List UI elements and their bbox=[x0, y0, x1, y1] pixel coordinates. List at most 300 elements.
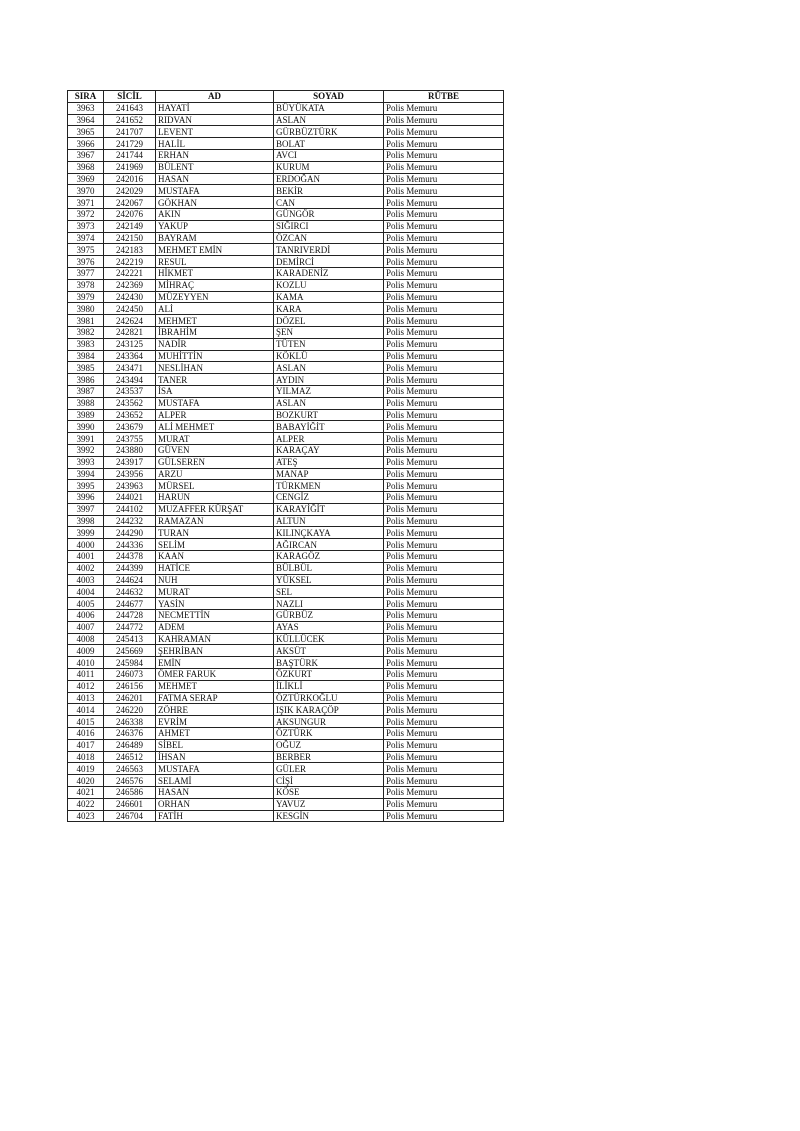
cell-soyad: KILINÇKAYA bbox=[274, 527, 384, 539]
cell-soyad: ÖZTÜRK bbox=[274, 728, 384, 740]
cell-soyad: IŞIK KARAÇÖP bbox=[274, 704, 384, 716]
cell-soyad: KÖKLÜ bbox=[274, 350, 384, 362]
cell-ad: HAYATİ bbox=[156, 102, 274, 114]
cell-sira: 3997 bbox=[68, 503, 104, 515]
cell-sicil: 243917 bbox=[104, 456, 156, 468]
cell-sicil: 246156 bbox=[104, 680, 156, 692]
cell-sira: 3981 bbox=[68, 315, 104, 327]
cell-soyad: ÖZKURT bbox=[274, 669, 384, 681]
table-row bbox=[68, 208, 504, 220]
cell-soyad: YÜKSEL bbox=[274, 574, 384, 586]
cell-sira: 3988 bbox=[68, 397, 104, 409]
table-row bbox=[68, 114, 504, 126]
cell-sicil: 244399 bbox=[104, 562, 156, 574]
cell-sira: 4015 bbox=[68, 716, 104, 728]
table-row bbox=[68, 267, 504, 279]
cell-rutbe: Polis Memuru bbox=[384, 562, 504, 574]
table-row bbox=[68, 669, 504, 681]
cell-rutbe: Polis Memuru bbox=[384, 173, 504, 185]
cell-sira: 3979 bbox=[68, 291, 104, 303]
cell-sira: 3985 bbox=[68, 362, 104, 374]
cell-soyad: CENGİZ bbox=[274, 492, 384, 504]
cell-sira: 3963 bbox=[68, 102, 104, 114]
table-row bbox=[68, 385, 504, 397]
table-row bbox=[68, 598, 504, 610]
cell-soyad: TÜTEN bbox=[274, 338, 384, 350]
cell-soyad: BÜYÜKATA bbox=[274, 102, 384, 114]
cell-sicil: 243963 bbox=[104, 480, 156, 492]
cell-sicil: 246220 bbox=[104, 704, 156, 716]
cell-ad: TANER bbox=[156, 374, 274, 386]
table-row bbox=[68, 126, 504, 138]
cell-sicil: 243364 bbox=[104, 350, 156, 362]
cell-sira: 3970 bbox=[68, 185, 104, 197]
cell-soyad: KARADENİZ bbox=[274, 267, 384, 279]
table-row bbox=[68, 586, 504, 598]
cell-soyad: İLİKLİ bbox=[274, 680, 384, 692]
table-row bbox=[68, 621, 504, 633]
cell-ad: FATMA SERAP bbox=[156, 692, 274, 704]
cell-ad: HATİCE bbox=[156, 562, 274, 574]
cell-sira: 3966 bbox=[68, 138, 104, 150]
cell-rutbe: Polis Memuru bbox=[384, 680, 504, 692]
table-row bbox=[68, 456, 504, 468]
cell-rutbe: Polis Memuru bbox=[384, 610, 504, 622]
header-sira: SIRA bbox=[68, 91, 104, 103]
table-row bbox=[68, 138, 504, 150]
cell-sicil: 244102 bbox=[104, 503, 156, 515]
cell-sicil: 241643 bbox=[104, 102, 156, 114]
cell-rutbe: Polis Memuru bbox=[384, 232, 504, 244]
table-row bbox=[68, 173, 504, 185]
cell-sira: 3974 bbox=[68, 232, 104, 244]
cell-ad: RAMAZAN bbox=[156, 515, 274, 527]
cell-ad: ALİ MEHMET bbox=[156, 421, 274, 433]
cell-sira: 4009 bbox=[68, 645, 104, 657]
cell-sira: 3990 bbox=[68, 421, 104, 433]
cell-soyad: ÖZTÜRKOĞLU bbox=[274, 692, 384, 704]
table-row bbox=[68, 197, 504, 209]
cell-sicil: 242450 bbox=[104, 303, 156, 315]
cell-ad: HALİL bbox=[156, 138, 274, 150]
cell-soyad: KURUM bbox=[274, 161, 384, 173]
cell-sira: 3991 bbox=[68, 433, 104, 445]
cell-sicil: 244624 bbox=[104, 574, 156, 586]
cell-sira: 4004 bbox=[68, 586, 104, 598]
cell-sicil: 244728 bbox=[104, 610, 156, 622]
table-row bbox=[68, 433, 504, 445]
cell-rutbe: Polis Memuru bbox=[384, 492, 504, 504]
cell-soyad: DÖZEL bbox=[274, 315, 384, 327]
cell-rutbe: Polis Memuru bbox=[384, 480, 504, 492]
cell-sicil: 242624 bbox=[104, 315, 156, 327]
cell-rutbe: Polis Memuru bbox=[384, 633, 504, 645]
cell-ad: EMİN bbox=[156, 657, 274, 669]
cell-soyad: AKSUNGUR bbox=[274, 716, 384, 728]
cell-ad: MEHMET bbox=[156, 315, 274, 327]
cell-ad: MÜZEYYEN bbox=[156, 291, 274, 303]
cell-ad: GÜVEN bbox=[156, 444, 274, 456]
cell-sicil: 246338 bbox=[104, 716, 156, 728]
cell-sira: 3996 bbox=[68, 492, 104, 504]
cell-soyad: DEMİRCİ bbox=[274, 256, 384, 268]
cell-sira: 4003 bbox=[68, 574, 104, 586]
table-row bbox=[68, 492, 504, 504]
table-row bbox=[68, 185, 504, 197]
cell-sicil: 241729 bbox=[104, 138, 156, 150]
cell-rutbe: Polis Memuru bbox=[384, 256, 504, 268]
cell-rutbe: Polis Memuru bbox=[384, 208, 504, 220]
cell-rutbe: Polis Memuru bbox=[384, 468, 504, 480]
cell-rutbe: Polis Memuru bbox=[384, 433, 504, 445]
cell-sicil: 243880 bbox=[104, 444, 156, 456]
cell-sicil: 242016 bbox=[104, 173, 156, 185]
cell-soyad: TANRIVERDİ bbox=[274, 244, 384, 256]
cell-rutbe: Polis Memuru bbox=[384, 338, 504, 350]
cell-sira: 3995 bbox=[68, 480, 104, 492]
table-row bbox=[68, 610, 504, 622]
cell-sira: 3969 bbox=[68, 173, 104, 185]
cell-soyad: SIĞIRCI bbox=[274, 220, 384, 232]
table-body bbox=[68, 102, 504, 822]
cell-ad: GÜLSEREN bbox=[156, 456, 274, 468]
cell-sira: 4023 bbox=[68, 810, 104, 822]
cell-soyad: KOZLU bbox=[274, 279, 384, 291]
cell-sicil: 244378 bbox=[104, 551, 156, 563]
cell-rutbe: Polis Memuru bbox=[384, 303, 504, 315]
table-row bbox=[68, 810, 504, 822]
cell-ad: MEHMET EMİN bbox=[156, 244, 274, 256]
cell-ad: ORHAN bbox=[156, 798, 274, 810]
table-row bbox=[68, 680, 504, 692]
cell-sira: 4021 bbox=[68, 787, 104, 799]
cell-rutbe: Polis Memuru bbox=[384, 244, 504, 256]
cell-ad: HARUN bbox=[156, 492, 274, 504]
cell-rutbe: Polis Memuru bbox=[384, 574, 504, 586]
table-row bbox=[68, 374, 504, 386]
cell-sicil: 244021 bbox=[104, 492, 156, 504]
table-row bbox=[68, 728, 504, 740]
cell-sicil: 244232 bbox=[104, 515, 156, 527]
cell-soyad: YILMAZ bbox=[274, 385, 384, 397]
table-row bbox=[68, 775, 504, 787]
table-row bbox=[68, 657, 504, 669]
cell-sicil: 244677 bbox=[104, 598, 156, 610]
cell-rutbe: Polis Memuru bbox=[384, 787, 504, 799]
cell-rutbe: Polis Memuru bbox=[384, 267, 504, 279]
cell-ad: HİKMET bbox=[156, 267, 274, 279]
cell-sira: 3973 bbox=[68, 220, 104, 232]
cell-rutbe: Polis Memuru bbox=[384, 551, 504, 563]
cell-sicil: 242221 bbox=[104, 267, 156, 279]
cell-rutbe: Polis Memuru bbox=[384, 704, 504, 716]
cell-rutbe: Polis Memuru bbox=[384, 515, 504, 527]
cell-rutbe: Polis Memuru bbox=[384, 421, 504, 433]
cell-sira: 3972 bbox=[68, 208, 104, 220]
cell-rutbe: Polis Memuru bbox=[384, 810, 504, 822]
cell-ad: GÖKHAN bbox=[156, 197, 274, 209]
cell-sira: 4007 bbox=[68, 621, 104, 633]
cell-soyad: BOLAT bbox=[274, 138, 384, 150]
table-row bbox=[68, 798, 504, 810]
cell-ad: RESUL bbox=[156, 256, 274, 268]
cell-ad: HASAN bbox=[156, 173, 274, 185]
cell-sicil: 244632 bbox=[104, 586, 156, 598]
cell-rutbe: Polis Memuru bbox=[384, 362, 504, 374]
cell-sicil: 245413 bbox=[104, 633, 156, 645]
cell-ad: NECMETTİN bbox=[156, 610, 274, 622]
cell-sira: 4017 bbox=[68, 739, 104, 751]
cell-ad: AKIN bbox=[156, 208, 274, 220]
cell-soyad: AYDIN bbox=[274, 374, 384, 386]
table-header bbox=[68, 91, 504, 103]
cell-ad: MUSTAFA bbox=[156, 185, 274, 197]
cell-sira: 4008 bbox=[68, 633, 104, 645]
header-rutbe: RÜTBE bbox=[384, 91, 504, 103]
cell-soyad: AYAS bbox=[274, 621, 384, 633]
cell-sira: 4011 bbox=[68, 669, 104, 681]
table-row bbox=[68, 326, 504, 338]
cell-ad: TURAN bbox=[156, 527, 274, 539]
cell-soyad: KESGİN bbox=[274, 810, 384, 822]
cell-ad: SİBEL bbox=[156, 739, 274, 751]
cell-sicil: 246576 bbox=[104, 775, 156, 787]
cell-ad: AHMET bbox=[156, 728, 274, 740]
table-row bbox=[68, 397, 504, 409]
cell-sicil: 246073 bbox=[104, 669, 156, 681]
table-row bbox=[68, 102, 504, 114]
personnel-table bbox=[67, 90, 504, 822]
cell-sicil: 242821 bbox=[104, 326, 156, 338]
cell-rutbe: Polis Memuru bbox=[384, 279, 504, 291]
cell-sicil: 243562 bbox=[104, 397, 156, 409]
cell-soyad: SEL bbox=[274, 586, 384, 598]
cell-ad: FATİH bbox=[156, 810, 274, 822]
cell-ad: İHSAN bbox=[156, 751, 274, 763]
cell-rutbe: Polis Memuru bbox=[384, 669, 504, 681]
cell-soyad: OĞUZ bbox=[274, 739, 384, 751]
cell-rutbe: Polis Memuru bbox=[384, 126, 504, 138]
cell-ad: MURAT bbox=[156, 586, 274, 598]
cell-rutbe: Polis Memuru bbox=[384, 291, 504, 303]
cell-rutbe: Polis Memuru bbox=[384, 716, 504, 728]
cell-soyad: BERBER bbox=[274, 751, 384, 763]
cell-soyad: ATEŞ bbox=[274, 456, 384, 468]
cell-ad: RIDVAN bbox=[156, 114, 274, 126]
table-row bbox=[68, 444, 504, 456]
cell-sira: 3999 bbox=[68, 527, 104, 539]
cell-ad: EVRİM bbox=[156, 716, 274, 728]
cell-soyad: YAVUZ bbox=[274, 798, 384, 810]
cell-soyad: KARAGÖZ bbox=[274, 551, 384, 563]
table-row bbox=[68, 787, 504, 799]
table-row bbox=[68, 421, 504, 433]
cell-sira: 3964 bbox=[68, 114, 104, 126]
cell-sira: 3993 bbox=[68, 456, 104, 468]
cell-rutbe: Polis Memuru bbox=[384, 197, 504, 209]
cell-sicil: 246201 bbox=[104, 692, 156, 704]
cell-ad: HASAN bbox=[156, 787, 274, 799]
cell-sira: 4020 bbox=[68, 775, 104, 787]
cell-sicil: 242430 bbox=[104, 291, 156, 303]
cell-ad: MURAT bbox=[156, 433, 274, 445]
cell-rutbe: Polis Memuru bbox=[384, 149, 504, 161]
cell-rutbe: Polis Memuru bbox=[384, 751, 504, 763]
cell-sira: 4000 bbox=[68, 539, 104, 551]
cell-sicil: 246376 bbox=[104, 728, 156, 740]
cell-sira: 3983 bbox=[68, 338, 104, 350]
cell-sira: 4019 bbox=[68, 763, 104, 775]
cell-soyad: KARAYİĞİT bbox=[274, 503, 384, 515]
table-row bbox=[68, 232, 504, 244]
cell-sicil: 243471 bbox=[104, 362, 156, 374]
cell-soyad: NAZLI bbox=[274, 598, 384, 610]
table-row bbox=[68, 539, 504, 551]
table-row bbox=[68, 551, 504, 563]
table-row bbox=[68, 645, 504, 657]
cell-ad: MUSTAFA bbox=[156, 397, 274, 409]
cell-sicil: 243125 bbox=[104, 338, 156, 350]
table-row bbox=[68, 409, 504, 421]
cell-soyad: BEKİR bbox=[274, 185, 384, 197]
table-row bbox=[68, 716, 504, 728]
cell-sicil: 246704 bbox=[104, 810, 156, 822]
cell-sira: 3965 bbox=[68, 126, 104, 138]
cell-sicil: 246512 bbox=[104, 751, 156, 763]
table-row bbox=[68, 315, 504, 327]
cell-sira: 3967 bbox=[68, 149, 104, 161]
cell-sira: 3984 bbox=[68, 350, 104, 362]
cell-sicil: 246563 bbox=[104, 763, 156, 775]
cell-sicil: 242067 bbox=[104, 197, 156, 209]
cell-soyad: CİŞİ bbox=[274, 775, 384, 787]
cell-soyad: KÖSE bbox=[274, 787, 384, 799]
table-row bbox=[68, 468, 504, 480]
cell-sicil: 243755 bbox=[104, 433, 156, 445]
cell-soyad: CAN bbox=[274, 197, 384, 209]
table-row bbox=[68, 362, 504, 374]
table-row bbox=[68, 480, 504, 492]
cell-sira: 3982 bbox=[68, 326, 104, 338]
cell-ad: İBRAHİM bbox=[156, 326, 274, 338]
cell-ad: YAKUP bbox=[156, 220, 274, 232]
cell-sicil: 242150 bbox=[104, 232, 156, 244]
cell-ad: NADİR bbox=[156, 338, 274, 350]
cell-rutbe: Polis Memuru bbox=[384, 527, 504, 539]
table-row bbox=[68, 291, 504, 303]
cell-sicil: 243652 bbox=[104, 409, 156, 421]
cell-rutbe: Polis Memuru bbox=[384, 385, 504, 397]
header-row bbox=[68, 91, 504, 103]
cell-soyad: ALPER bbox=[274, 433, 384, 445]
cell-soyad: BABAYİĞİT bbox=[274, 421, 384, 433]
cell-ad: ARZU bbox=[156, 468, 274, 480]
cell-sira: 3977 bbox=[68, 267, 104, 279]
cell-ad: NESLİHAN bbox=[156, 362, 274, 374]
cell-ad: MÜRSEL bbox=[156, 480, 274, 492]
cell-rutbe: Polis Memuru bbox=[384, 456, 504, 468]
cell-sicil: 244290 bbox=[104, 527, 156, 539]
cell-rutbe: Polis Memuru bbox=[384, 645, 504, 657]
table-row bbox=[68, 633, 504, 645]
table-row bbox=[68, 220, 504, 232]
cell-sira: 3978 bbox=[68, 279, 104, 291]
cell-soyad: KARAÇAY bbox=[274, 444, 384, 456]
cell-sicil: 241969 bbox=[104, 161, 156, 173]
cell-ad: ŞEHRİBAN bbox=[156, 645, 274, 657]
cell-rutbe: Polis Memuru bbox=[384, 598, 504, 610]
cell-soyad: KAMA bbox=[274, 291, 384, 303]
table-row bbox=[68, 692, 504, 704]
cell-sira: 4001 bbox=[68, 551, 104, 563]
cell-rutbe: Polis Memuru bbox=[384, 138, 504, 150]
table-row bbox=[68, 574, 504, 586]
cell-soyad: MANAP bbox=[274, 468, 384, 480]
cell-soyad: GÜNGÖR bbox=[274, 208, 384, 220]
cell-ad: ZÖHRE bbox=[156, 704, 274, 716]
cell-sicil: 241707 bbox=[104, 126, 156, 138]
header-soyad: SOYAD bbox=[274, 91, 384, 103]
cell-rutbe: Polis Memuru bbox=[384, 763, 504, 775]
table-row bbox=[68, 303, 504, 315]
cell-rutbe: Polis Memuru bbox=[384, 185, 504, 197]
cell-sicil: 246601 bbox=[104, 798, 156, 810]
cell-sicil: 242369 bbox=[104, 279, 156, 291]
cell-sicil: 243679 bbox=[104, 421, 156, 433]
cell-rutbe: Polis Memuru bbox=[384, 374, 504, 386]
cell-ad: ALPER bbox=[156, 409, 274, 421]
cell-soyad: BOZKURT bbox=[274, 409, 384, 421]
cell-soyad: AVCI bbox=[274, 149, 384, 161]
cell-rutbe: Polis Memuru bbox=[384, 692, 504, 704]
cell-rutbe: Polis Memuru bbox=[384, 102, 504, 114]
table-row bbox=[68, 515, 504, 527]
cell-sicil: 242149 bbox=[104, 220, 156, 232]
cell-soyad: TÜRKMEN bbox=[274, 480, 384, 492]
cell-ad: SELAMİ bbox=[156, 775, 274, 787]
cell-ad: YASİN bbox=[156, 598, 274, 610]
cell-ad: LEVENT bbox=[156, 126, 274, 138]
cell-ad: MİHRAÇ bbox=[156, 279, 274, 291]
cell-sicil: 246586 bbox=[104, 787, 156, 799]
cell-sicil: 243537 bbox=[104, 385, 156, 397]
cell-sira: 3975 bbox=[68, 244, 104, 256]
cell-ad: SELİM bbox=[156, 539, 274, 551]
cell-rutbe: Polis Memuru bbox=[384, 586, 504, 598]
cell-sicil: 245669 bbox=[104, 645, 156, 657]
cell-rutbe: Polis Memuru bbox=[384, 798, 504, 810]
cell-ad: MUHİTTİN bbox=[156, 350, 274, 362]
cell-rutbe: Polis Memuru bbox=[384, 220, 504, 232]
cell-soyad: AĞIRCAN bbox=[274, 539, 384, 551]
table-row bbox=[68, 704, 504, 716]
cell-rutbe: Polis Memuru bbox=[384, 350, 504, 362]
table-row bbox=[68, 527, 504, 539]
cell-ad: İSA bbox=[156, 385, 274, 397]
table-row bbox=[68, 279, 504, 291]
cell-rutbe: Polis Memuru bbox=[384, 739, 504, 751]
cell-soyad: AKSÜT bbox=[274, 645, 384, 657]
cell-ad: ADEM bbox=[156, 621, 274, 633]
cell-ad: KAHRAMAN bbox=[156, 633, 274, 645]
cell-sira: 4016 bbox=[68, 728, 104, 740]
cell-sira: 4018 bbox=[68, 751, 104, 763]
cell-soyad: ALTUN bbox=[274, 515, 384, 527]
cell-ad: BÜLENT bbox=[156, 161, 274, 173]
cell-rutbe: Polis Memuru bbox=[384, 397, 504, 409]
cell-ad: MUZAFFER KÜRŞAT bbox=[156, 503, 274, 515]
cell-ad: MUSTAFA bbox=[156, 763, 274, 775]
